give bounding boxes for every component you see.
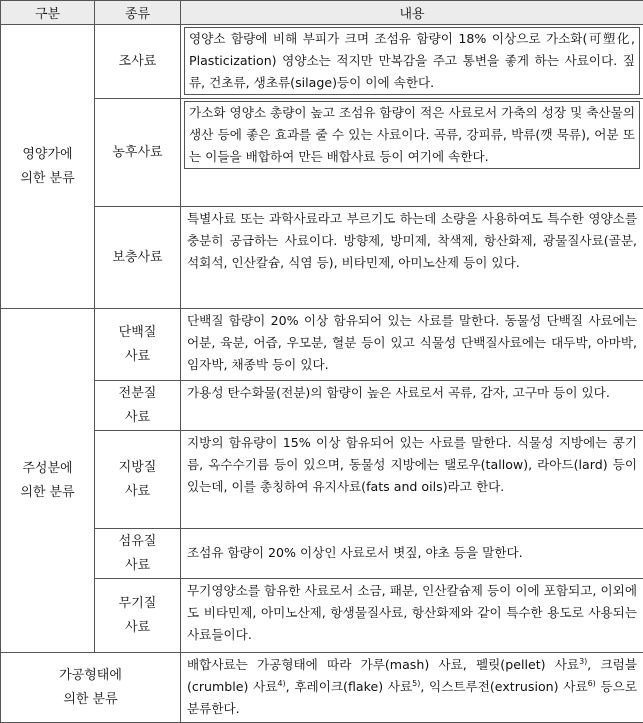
- type-label: 섬유질: [118, 533, 157, 549]
- description-text-part: , 크럼블(crumble) 사료: [187, 657, 637, 694]
- type-label: 사료: [124, 348, 151, 364]
- description-text: 가용성 탄수화물(전분)의 함량이 높은 사료로서 곡류, 감자, 고구마 등이 있다.: [187, 385, 610, 400]
- table-row: [1, 25, 643, 99]
- type-cell: [95, 207, 181, 309]
- type-label: 전분질: [118, 385, 157, 401]
- group-label: 영양가에: [22, 146, 73, 162]
- type-cell: [95, 579, 181, 653]
- description-text: 가소화 영양소 총량이 높고 조섬유 함량이 적은 사료로서 가축의 성장 및 축산물의 생산 등에 좋은 효과를 줄 수 있는 사료이다. 곡류, 강피류, 박류(깻 묵류), 어분 또는 이들을 배합하여 만든 배합사료 등이 여기에 속한다.: [184, 101, 640, 169]
- description-text: 특별사료 또는 과학사료라고 부르기도 하는데 소량을 사용하여도 특수한 영양소를 충분히 공급하는 사료이다. 방향제, 방미제, 착색제, 항산화제, 광물질사료(골분, 석회석, 인산칼슘, 식염 등), 비타민제, 아미노산제 등이 있다.: [187, 211, 637, 270]
- description-text: 무기영양소를 함유한 사료로서 소금, 패분, 인산칼슘제 등이 이에 포함되고, 이외에도 비타민제, 아미노산제, 항생물질사료, 항산화제와 같이 특수한 용도로 사용되는 사료들이다.: [187, 583, 637, 642]
- description-cell: [181, 381, 643, 431]
- description-cell: [181, 529, 643, 579]
- description-cell: [181, 25, 643, 99]
- description-cell: [181, 309, 643, 381]
- table-row: [1, 381, 643, 431]
- type-cell: [95, 99, 181, 207]
- footnote-ref: 4): [277, 678, 286, 688]
- group-label: 주성분에: [22, 460, 73, 476]
- table-row: [1, 529, 643, 579]
- description-cell: [181, 99, 643, 207]
- description-cell: [181, 653, 643, 723]
- group-label: 가공형태에: [59, 667, 122, 683]
- type-label: 지방질: [118, 459, 157, 475]
- group-nutrition-cell: [1, 25, 95, 309]
- footnote-ref: 6): [587, 678, 596, 688]
- header-row: [1, 1, 643, 25]
- group-label: 의한 분류: [63, 691, 118, 707]
- header-category: 구분: [1, 1, 95, 25]
- header-type: 종류: [95, 1, 181, 25]
- description-text: 영양소 함량에 비해 부피가 크며 조섬유 함량이 18% 이상으로 가소화(可塑化, Plasticization) 영양소는 적지만 만복감을 주고 통변을 좋게 하는 사료이다. 짚류, 건초류, 생초류(silage)등이 이에 속한다.: [184, 27, 640, 95]
- group-label: 의한 분류: [20, 484, 75, 500]
- description-text-part: , 익스트루전(extrusion) 사료: [420, 679, 588, 694]
- table-row: [1, 579, 643, 653]
- footnote-ref: 3): [579, 656, 588, 666]
- description-cell: [181, 579, 643, 653]
- type-cell: [95, 431, 181, 529]
- type-cell: [95, 529, 181, 579]
- type-label: 조사료: [118, 53, 157, 69]
- description-text-part: , 후레이크(flake) 사료: [285, 679, 413, 694]
- table-row: [1, 431, 643, 529]
- table-row: [1, 309, 643, 381]
- type-label: 사료: [124, 483, 151, 499]
- description-text-part: 배합사료는 가공형태에 따라 가루(mash) 사료, 펠릿(pellet) 사료: [187, 657, 580, 672]
- description-text: 단백질 함량이 20% 이상 함유되어 있는 사료를 말한다. 동물성 단백질 사료에는 어분, 육분, 어즙, 우모분, 혈분 등이 있고 식물성 단백질사료에는 대두박, 아마박, 임자박, 채종박 등이 있다.: [187, 313, 637, 372]
- type-label: 사료: [124, 409, 151, 425]
- footnote-ref: 5): [412, 678, 421, 688]
- description-cell: [181, 207, 643, 309]
- type-cell: [95, 381, 181, 431]
- description-text: 조섬유 함량이 20% 이상인 사료로서 볏짚, 야초 등을 말한다.: [187, 545, 523, 560]
- type-label: 사료: [124, 557, 151, 573]
- table-row: [1, 207, 643, 309]
- type-label: 농후사료: [112, 144, 163, 160]
- table-row: [1, 99, 643, 207]
- type-label: 무기질: [118, 595, 157, 611]
- description-cell: [181, 431, 643, 529]
- type-cell: [95, 309, 181, 381]
- description-text: [181, 653, 643, 722]
- type-label: 사료: [124, 619, 151, 635]
- type-cell: [95, 25, 181, 99]
- type-label: 보충사료: [112, 249, 163, 265]
- group-label: 의한 분류: [20, 170, 75, 186]
- header-content: 내용: [181, 1, 643, 25]
- table-row: [1, 653, 643, 723]
- description-text-part: 등으로 분류한다.: [187, 679, 637, 716]
- description-text: 지방의 함유량이 15% 이상 함유되어 있는 사료를 말한다. 식물성 지방에는 콩기름, 옥수수기름 등이 있으며, 동물성 지방에는 탤로우(tallow), 라아드(lard) 등이 있는데, 이를 총칭하여 유지사료(fats and oils)라고 한다.: [187, 435, 637, 494]
- type-label: 단백질: [118, 324, 157, 340]
- group-processing-cell: [1, 653, 181, 723]
- group-composition-cell: [1, 309, 95, 653]
